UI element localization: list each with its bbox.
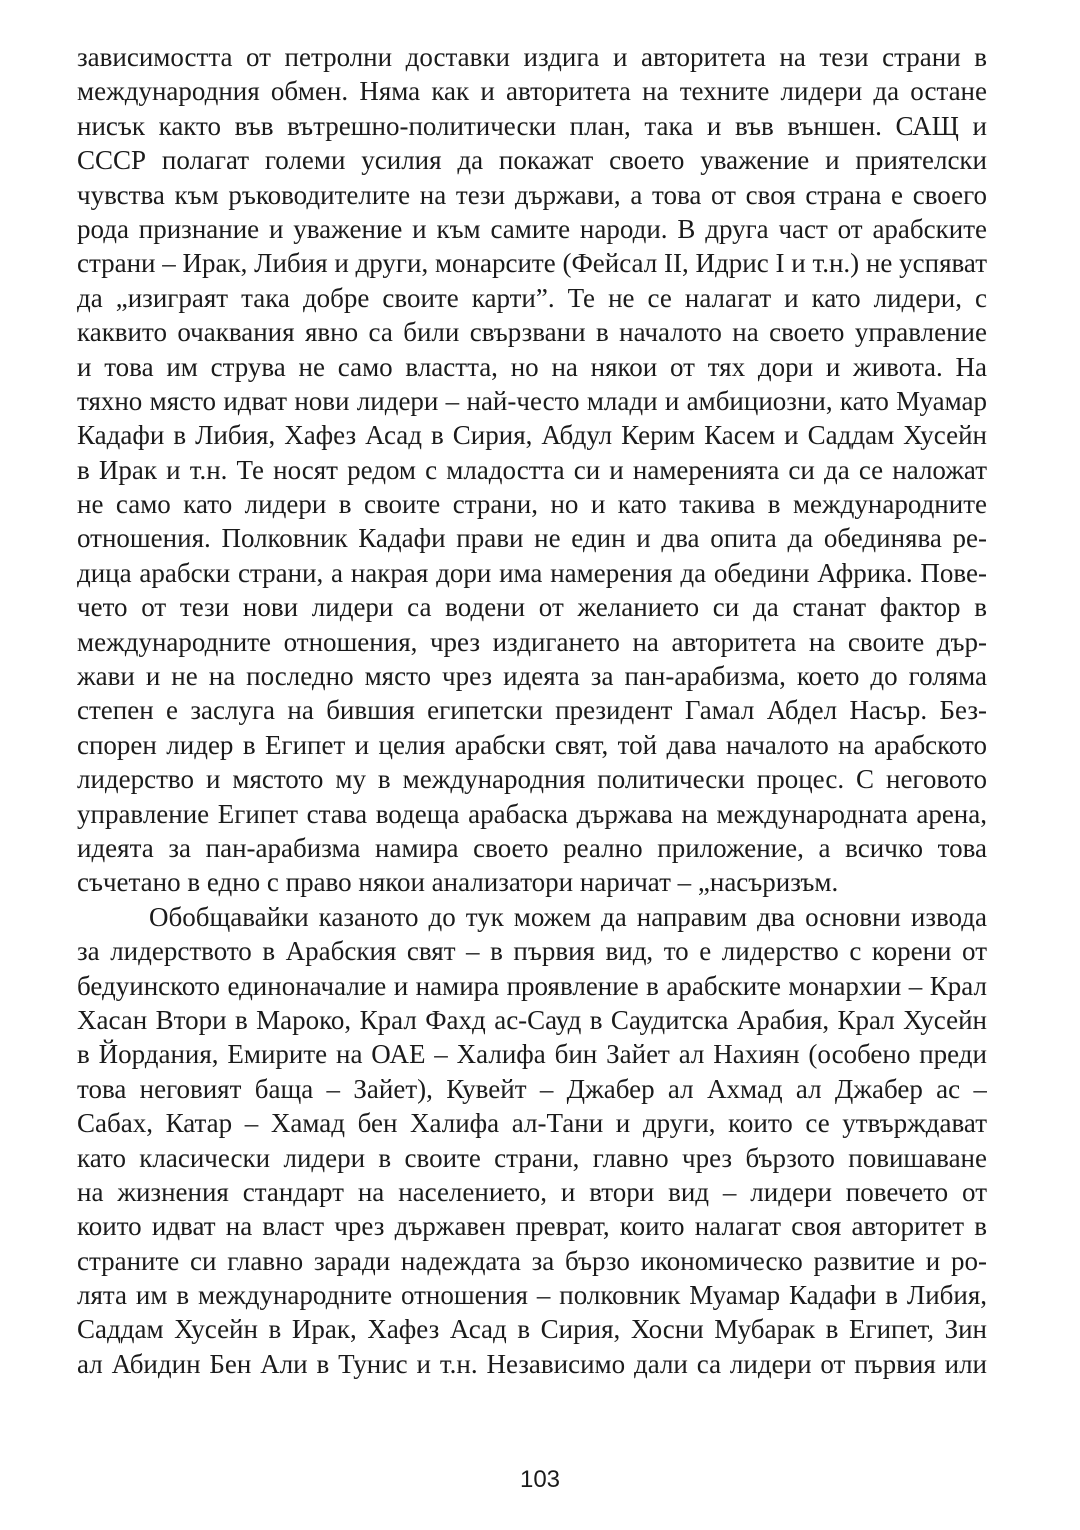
text-line: в Йордания, Емирите на ОАЕ – Халифа бин Зайет ал Нахиян (особено преди [77, 1039, 987, 1070]
text-line: не само като лидери в своите страни, но и като такива в международните [77, 489, 987, 520]
text-line: страните си главно заради надеждата за бързо икономическо развитие и ро- [77, 1245, 987, 1276]
page-number: 103 [519, 1466, 561, 1493]
text-line: зависимостта от петролни доставки издига и авторитета на тези страни в [77, 42, 987, 72]
text-line: ал Абидин Бен Али в Тунис и т.н. Независимо дали са лидери от първия или [77, 1348, 987, 1379]
text-line: съчетано в едно с право някои анализатори наричат – „насъризъм. [77, 867, 839, 898]
text-line: каквито очаквания явно са били свързвани в началото на своето управление [77, 317, 987, 348]
text-line: на жизнения стандарт на населението, и втори вид – лидери повечето от [77, 1176, 987, 1207]
text-line: рода признание и уважение и към самите народи. В друга част от арабските [77, 213, 987, 244]
text-line: това неговият баща – Зайет), Кувейт – Джабер ал Ахмад ал Джабер ас – [77, 1073, 987, 1104]
text-line: нисък както във вътрешно-политически план, така и във външен. САЩ и [77, 110, 987, 141]
text-line: международния обмен. Няма как и авторитета на техните лидери да остане [77, 76, 987, 107]
text-line: Обобщавайки казаното до тук можем да направим два основни извода [149, 901, 987, 932]
text-line: Кадафи в Либия, Хафез Асад в Сирия, Абдул Керим Касем и Саддам Хусейн [77, 420, 987, 451]
text-line: управление Египет става водеща арабаска държава на международната арена, [77, 798, 987, 829]
text-line: лидерство и мястото му в международния политически процес. С неговото [77, 764, 987, 795]
text-line: отношения. Полковник Кадафи прави не един и два опита да обединява ре- [77, 523, 987, 554]
text-line: в Ирак и т.н. Те носят редом с младостта си и намеренията си да се наложат [77, 454, 987, 485]
body-text [77, 40, 987, 1381]
text-line: Сабах, Катар – Хамад бен Халифа ал-Тани и други, които се утвърждават [77, 1108, 987, 1139]
text-line: и това им струва не само властта, но на някои от тях дори и живота. На [77, 351, 987, 382]
text-line: чето от тези нови лидери са водени от желанието си да станат фактор в [77, 592, 987, 623]
text-line: международните отношения, чрез издигането на авторитета на своите дър- [77, 626, 987, 657]
text-line: Хасан Втори в Мароко, Крал Фахд ас-Сауд в Саудитска Арабия, Крал Хусейн [77, 1004, 987, 1035]
text-line: Саддам Хусейн в Ирак, Хафез Асад в Сирия, Хосни Мубарак в Египет, Зин [77, 1314, 987, 1345]
text-line: спорен лидер в Египет и целия арабски свят, той дава началото на арабското [77, 729, 987, 760]
text-line: за лидерството в Арабския свят – в първия вид, то е лидерство с корени от [77, 936, 987, 967]
text-line: като класически лидери в своите страни, главно чрез бързото повишаване [77, 1142, 987, 1173]
text-line: лята им в международните отношения – полковник Муамар Кадафи в Либия, [77, 1280, 987, 1311]
text-line: бедуинското единоначалие и намира проявление в арабските монархии – Крал [77, 970, 987, 1001]
text-line: страни – Ирак, Либия и други, монарсите (Фейсал II, Идрис I и т.н.) не успяват [77, 248, 987, 279]
text-line: жави и не на последно място чрез идеята за пан-арабизма, което до голяма [77, 661, 987, 692]
text-line: чувства към ръководителите на тези държави, а това от своя страна е своего [77, 179, 987, 210]
text-line: дица арабски страни, а накрая дори има намерения да обедини Африка. Пове- [77, 557, 987, 588]
text-line: тяхно място идват нови лидери – най-често млади и амбициозни, като Муамар [77, 385, 987, 416]
text-line: СССР полагат големи усилия да покажат своето уважение и приятелски [77, 145, 987, 176]
text-line: които идват на власт чрез държавен преврат, които налагат своя авторитет в [77, 1211, 987, 1242]
text-line: идеята за пан-арабизма намира своето реално приложение, а всичко това [77, 832, 987, 863]
text-line: да „изиграят така добре своите карти”. Те не се налагат и като лидери, с [77, 282, 987, 313]
text-line: степен е заслуга на бившия египетски президент Гамал Абдел Насър. Без- [77, 695, 987, 726]
